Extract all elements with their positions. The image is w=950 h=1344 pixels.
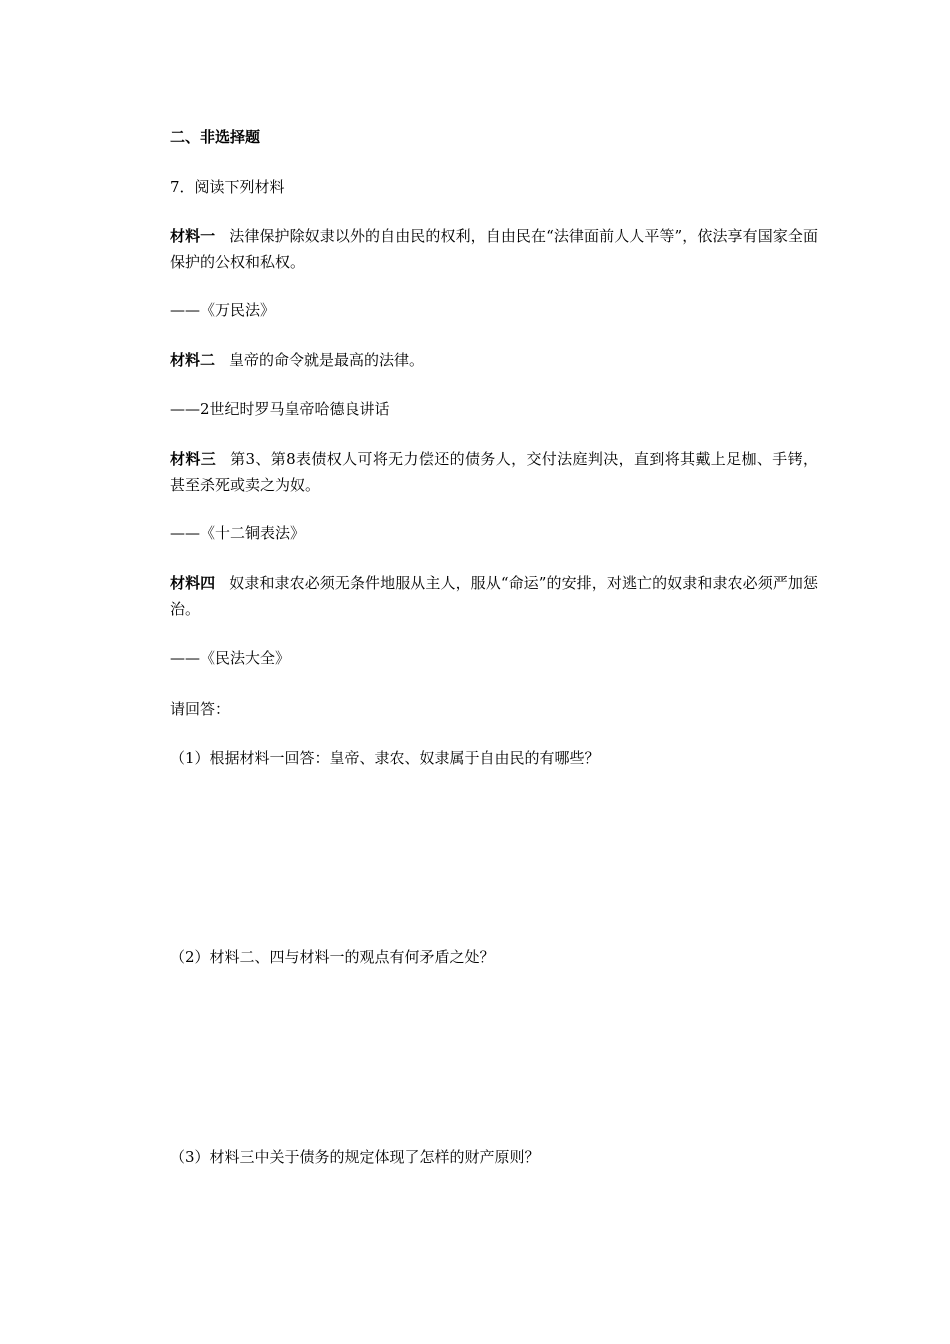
material-1 xyxy=(170,223,818,275)
material-1-label: 材料一 xyxy=(170,227,216,245)
material-2-source: ——2世纪时罗马皇帝哈德良讲话 xyxy=(170,400,390,418)
material-3-source: ——《十二铜表法》 xyxy=(170,524,306,542)
material-2-text: 皇帝的命令就是最高的法律。 xyxy=(229,351,425,369)
material-4-source: ——《民法大全》 xyxy=(170,649,291,667)
material-4 xyxy=(170,570,818,622)
material-1-source: ——《万民法》 xyxy=(170,301,276,319)
material-1-text: 法律保护除奴隶以外的自由民的权利，自由民在“法律面前人人平等”，依法享有国家全面保护的公权和私权。 xyxy=(170,227,818,271)
material-3-text: 第3、第8表债权人可将无力偿还的债务人，交付法庭判决，直到将其戴上足枷、手铐，甚至杀死或卖之为奴。 xyxy=(170,450,818,494)
material-4-text: 奴隶和隶农必须无条件地服从主人，服从“命运”的安排，对逃亡的奴隶和隶农必须严加惩治。 xyxy=(170,574,818,618)
question-1: （1）根据材料一回答：皇帝、隶农、奴隶属于自由民的有哪些？ xyxy=(170,749,600,767)
material-3 xyxy=(170,446,818,498)
answer-prompt: 请回答： xyxy=(170,700,231,718)
section-title: 二、非选择题 xyxy=(170,128,261,146)
question-2: （2）材料二、四与材料一的观点有何矛盾之处？ xyxy=(170,948,495,966)
question-intro: 7．阅读下列材料 xyxy=(170,178,285,196)
material-2-label: 材料二 xyxy=(170,351,216,369)
material-2 xyxy=(170,347,818,373)
material-3-label: 材料三 xyxy=(170,450,217,468)
material-4-label: 材料四 xyxy=(170,574,216,592)
question-3: （3）材料三中关于债务的规定体现了怎样的财产原则？ xyxy=(170,1148,540,1166)
